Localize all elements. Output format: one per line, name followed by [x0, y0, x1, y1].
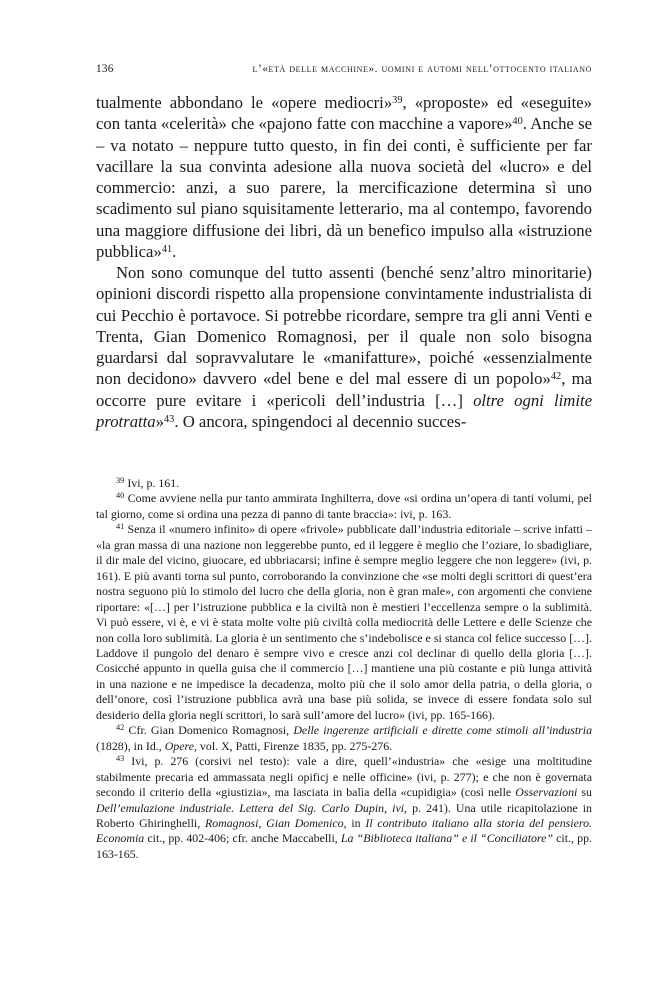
- footnote-text: Ivi, p. 161.: [127, 476, 180, 490]
- footnote-ref: 43: [164, 413, 175, 425]
- footnote-text: cit., pp. 163-165.: [96, 831, 592, 861]
- running-title: l’«età delle macchine». uomini e automi nell’ottocento italiano: [252, 63, 592, 75]
- footnote-number: 39: [116, 475, 125, 485]
- italic-span: Il contributo italiano alla storia del pensiero. Economia: [96, 815, 592, 846]
- page-number: 136: [96, 63, 114, 75]
- footnote: [96, 491, 592, 522]
- text-span: tualmente abbondano le «opere mediocri»: [96, 93, 393, 112]
- footnote-text: , in: [343, 815, 366, 830]
- footnote-ref: 41: [161, 243, 173, 255]
- italic-span: Romagnosi, Gian Domenico: [204, 815, 344, 830]
- footnote-number: 40: [116, 491, 125, 501]
- running-header: [96, 63, 592, 79]
- text-span: , «proposte» ed «eseguite» con tanta «celerità» che «pajono fatte con macchine a vapore»: [96, 93, 592, 134]
- footnote-text: cit., pp. 402-406; cfr. anche Maccabelli,: [144, 831, 341, 846]
- footnote-text: su: [577, 785, 592, 800]
- footnote-text: ,: [384, 800, 393, 815]
- paragraph: [96, 262, 592, 432]
- italic-span: oltre ogni limite protratta: [96, 390, 592, 431]
- footnote-ref: 42: [550, 371, 562, 383]
- footnote-number: 42: [116, 723, 125, 733]
- italic-span: La “Biblioteca italiana” e il “Conciliatore”: [340, 831, 554, 846]
- text-span: .: [172, 241, 177, 261]
- main-text: [96, 92, 592, 432]
- text-span: , ma occorre pure evitare i «pericoli dell’industria […]: [96, 369, 592, 410]
- italic-span: Dell’emulazione industriale. Lettera del Sig. Carlo Dupin: [96, 800, 385, 815]
- footnotes: [96, 476, 592, 862]
- footnote-number: 43: [116, 754, 125, 763]
- footnote-ref: 39: [392, 94, 403, 106]
- footnote-text: (1828), in Id.,: [96, 738, 165, 753]
- footnote-text: , p. 241). Una utile ricapitolazione in Roberto Ghiringhelli,: [96, 800, 592, 830]
- footnote-text: Senza il «numero infinito» di opere «frivole» pubblicate dall’industria editoriale – scrive infatti – «la gran massa di una nazione non leggerebbe punto, ed il leggere è meglio che l’oziare, lo sbadigliare, il dir male del vicino, giuocare, ed ubbriacarsi; infine è sempre meglio leggere che non leggere» (ivi, p. 161). E più avanti torna sul punto, corroborando la convinzione che «se molti degli scrittori di quest’era nostra seguono più lo stimolo del lucro che della gloria, non è gran male», con argomenti che conviene riportare: «[…] per l’istruzione pubblica e la civiltà non è mestieri l’eccellenza sempre o la sublimità. Vi può essere, vi è, e vi è stata molte volte più civiltà colla mediocrità delle Lettere e delle Scienze che non colla loro sublimità. La gloria è un sentimento che s’indebolisce e si stanca col felice successo […]. Laddove il pungolo del denaro è sempre vivo e cresce anzi col declinar di quello della gloria […]. Cosicché appunto in quella guisa che il commercio […] mantiene una più costante e più lunga attività in una nazione e ne impedisce la decadenza, molto più che il solo amor della patria, o della gloria, o dell’onore, così l’istruzione pubblica avrà una base più solida, se invece di essere fondata solo sul desiderio della gloria negli scrittori, lo sarà sull’amore del lucro» (ivi, pp. 165-166).: [96, 522, 592, 722]
- footnote-text: Ivi, p. 276 (corsivi nel testo): vale a dire, quell’«industria» che «esige una moltitudine stabilmente precaria ed ammassata negli opificj e nelle officine» (ivi, p. 277); e che non è governata secondo il criterio della «giustizia», ma lasciata in balìa della «cupidigia» (così nelle: [96, 754, 592, 800]
- text-span: . Anche se – va notato – neppure tutto questo, in fin dei conti, è sufficiente per far vacillare la sua convinta adesione alla nuova società del «lucro» e del commercio: anzi, a suo parere, la mercificazione determina sì uno scadimento sul piano squisitamente letterario, ma al contempo, favorendo una maggiore diffusione dei libri, dà un benefico impulso alla «istruzione pubblica»: [96, 114, 592, 261]
- text-span: Non sono comunque del tutto assenti (benché senz’altro minoritarie) opinioni discordi rispetto alla propensione convintamente industrialista di cui Pecchio è portavoce. Si potrebbe ricordare, sempre tra gli anni Venti e Trenta, Gian Domenico Romagnosi, per il quale non solo bisogna guardarsi dal sopravvalutare le «manifatture», poiché «essenzialmente non decidono» davvero «del bene e del mal essere di un popolo»: [96, 263, 592, 389]
- footnote-ref: 40: [512, 116, 523, 128]
- italic-span: Delle ingerenze artificiali e dirette come stimoli all’industria: [293, 723, 593, 738]
- footnote: [96, 522, 592, 723]
- footnote-text: Come avviene nella pur tanto ammirata Inghilterra, dove «si ordina un’opera di tanti volumi, pel tal giorno, come si ordina una pezza di panno di tante braccia»: ivi, p. 163.: [96, 491, 592, 521]
- text-span: »: [155, 411, 164, 431]
- footnote: [96, 723, 592, 754]
- italic-span: Opere: [164, 738, 194, 753]
- footnote-text: Cfr. Gian Domenico Romagnosi,: [128, 723, 294, 738]
- footnote-number: 41: [116, 522, 125, 532]
- footnote: [96, 476, 592, 491]
- italic-span: Osservazioni: [515, 785, 578, 800]
- text-span: . O ancora, spingendoci al decennio succes-: [174, 411, 467, 431]
- footnote-text: , vol. X, Patti, Firenze 1835, pp. 275-276.: [193, 738, 393, 753]
- italic-span: ivi: [392, 800, 405, 815]
- footnote: [96, 754, 592, 862]
- paragraph: [96, 92, 592, 262]
